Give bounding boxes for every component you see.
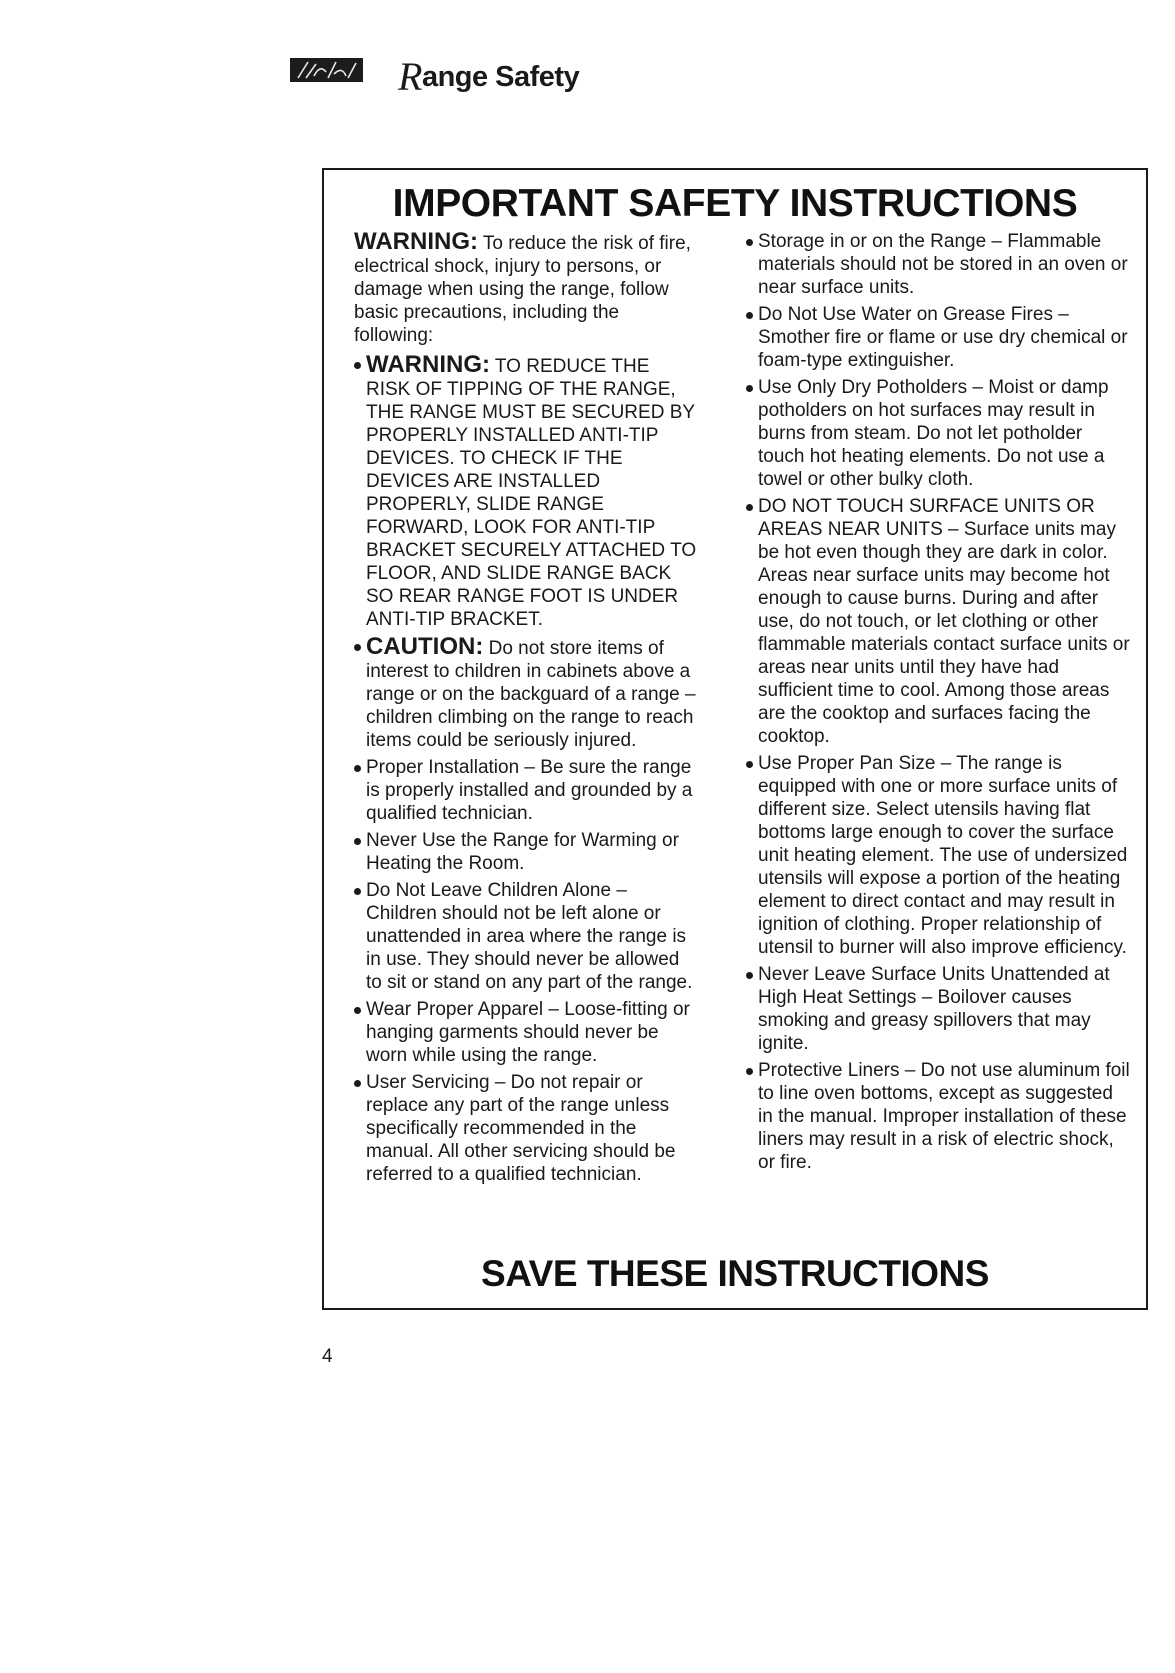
bullet-icon [746, 312, 753, 319]
item-text: Use Proper Pan Size – The range is equipped with one or more surface units of different size. Select utensils having flat bottoms large enough to cover the surface unit heating element. The use of undersized utensils will expose a portion of the heating element to direct contact and may result in ignition of clothing. Proper relationship of utensil to burner will also improve efficiency. [758, 753, 1128, 958]
list-item [354, 1071, 699, 1186]
intro-paragraph [354, 230, 699, 347]
bullet-icon [746, 385, 753, 392]
page-number: 4 [322, 1346, 333, 1367]
item-text: Do Not Use Water on Grease Fires – Smother fire or flame or use dry chemical or foam-type extinguisher. [758, 304, 1128, 371]
bullet-icon [354, 1007, 361, 1014]
list-item [746, 495, 1131, 748]
bullet-icon [354, 838, 361, 845]
bullet-icon [746, 972, 753, 979]
bullet-icon [354, 888, 361, 895]
list-item [354, 756, 699, 825]
list-item [746, 752, 1131, 959]
bullet-icon [746, 504, 753, 511]
bullet-icon [746, 761, 753, 768]
intro-warning-label: WARNING: [354, 228, 478, 255]
section-title-initial: R [398, 54, 422, 99]
bullet-icon [354, 1080, 361, 1087]
bullet-icon [354, 644, 361, 651]
bullet-icon [354, 362, 361, 369]
section-title-rest: ange Safety [421, 61, 580, 93]
list-item [354, 635, 699, 752]
list-item [746, 303, 1131, 372]
item-text: Do not store items of interest to children in cabinets above a range or on the backguard of a range – children climbing on the range to reach items could be seriously injured. [366, 638, 696, 751]
bullet-icon [746, 239, 753, 246]
left-instruction-list [354, 353, 699, 1186]
item-text: Protective Liners – Do not use aluminum foil to line oven bottoms, except as suggested in the manual. Improper installation of these liners may result in a risk of electric shock, or fire. [758, 1060, 1130, 1173]
bullet-icon [746, 1068, 753, 1075]
list-item [746, 376, 1131, 491]
list-item [354, 829, 699, 875]
section-title [398, 53, 579, 100]
item-text: Do Not Leave Children Alone – Children should not be left alone or unattended in area where the range is in use. They should never be allowed to sit or stand on any part of the range. [366, 880, 693, 993]
item-text: Never Use the Range for Warming or Heating the Room. [366, 830, 679, 874]
item-text: User Servicing – Do not repair or replace any part of the range unless specifically recommended in the manual. All other servicing should be referred to a qualified technician. [366, 1072, 676, 1185]
right-column [746, 230, 1131, 1178]
box-title: IMPORTANT SAFETY INSTRUCTIONS [392, 182, 1078, 225]
list-item [746, 963, 1131, 1055]
right-instruction-list [746, 230, 1131, 1174]
item-text: Never Leave Surface Units Unattended at High Heat Settings – Boilover causes smoking and greasy spillovers that may ignite. [758, 964, 1110, 1054]
item-lead: CAUTION: [366, 633, 484, 660]
list-item [354, 998, 699, 1067]
brand-logo-icon [290, 58, 363, 82]
item-text: Proper Installation – Be sure the range is properly installed and grounded by a qualified technician. [366, 757, 693, 824]
bullet-icon [354, 765, 361, 772]
intro-text: To reduce the risk of fire, electrical shock, injury to persons, or damage when using the range, follow basic precautions, including the following: [354, 233, 691, 346]
box-footer: SAVE THESE INSTRUCTIONS [481, 1253, 989, 1294]
item-text: TO REDUCE THE RISK OF TIPPING OF THE RANGE, THE RANGE MUST BE SECURED BY PROPERLY INSTALLED ANTI-TIP DEVICES. TO CHECK IF THE DEVICES ARE INSTALLED PROPERLY, SLIDE RANGE FORWARD, LOOK FOR ANTI-TIP BRACKET SECURELY ATTACHED TO FLOOR, AND SLIDE RANGE BACK SO REAR RANGE FOOT IS UNDER ANTI-TIP BRACKET. [366, 356, 697, 630]
left-column [354, 230, 699, 1190]
list-item [354, 879, 699, 994]
safety-instructions-box [322, 168, 1148, 1310]
item-lead: WARNING: [366, 351, 490, 378]
item-text: DO NOT TOUCH SURFACE UNITS OR AREAS NEAR UNITS – Surface units may be hot even though they are dark in color. Areas near surface units may become hot enough to cause burns. During and after use, do not touch, or let clothing or other flammable materials contact surface units or areas near units until they have had sufficient time to cool. Among those areas are the cooktop and surfaces facing the cooktop. [758, 496, 1130, 747]
item-text: Use Only Dry Potholders – Moist or damp potholders on hot surfaces may result in burns from steam. Do not let potholder touch hot heating elements. Do not use a towel or other bulky cloth. [758, 377, 1109, 490]
list-item [746, 230, 1131, 299]
list-item [354, 353, 699, 631]
item-text: Storage in or on the Range – Flammable materials should not be stored in an oven or near surface units. [758, 231, 1128, 298]
item-text: Wear Proper Apparel – Loose-fitting or hanging garments should never be worn while using the range. [366, 999, 690, 1066]
list-item [746, 1059, 1131, 1174]
